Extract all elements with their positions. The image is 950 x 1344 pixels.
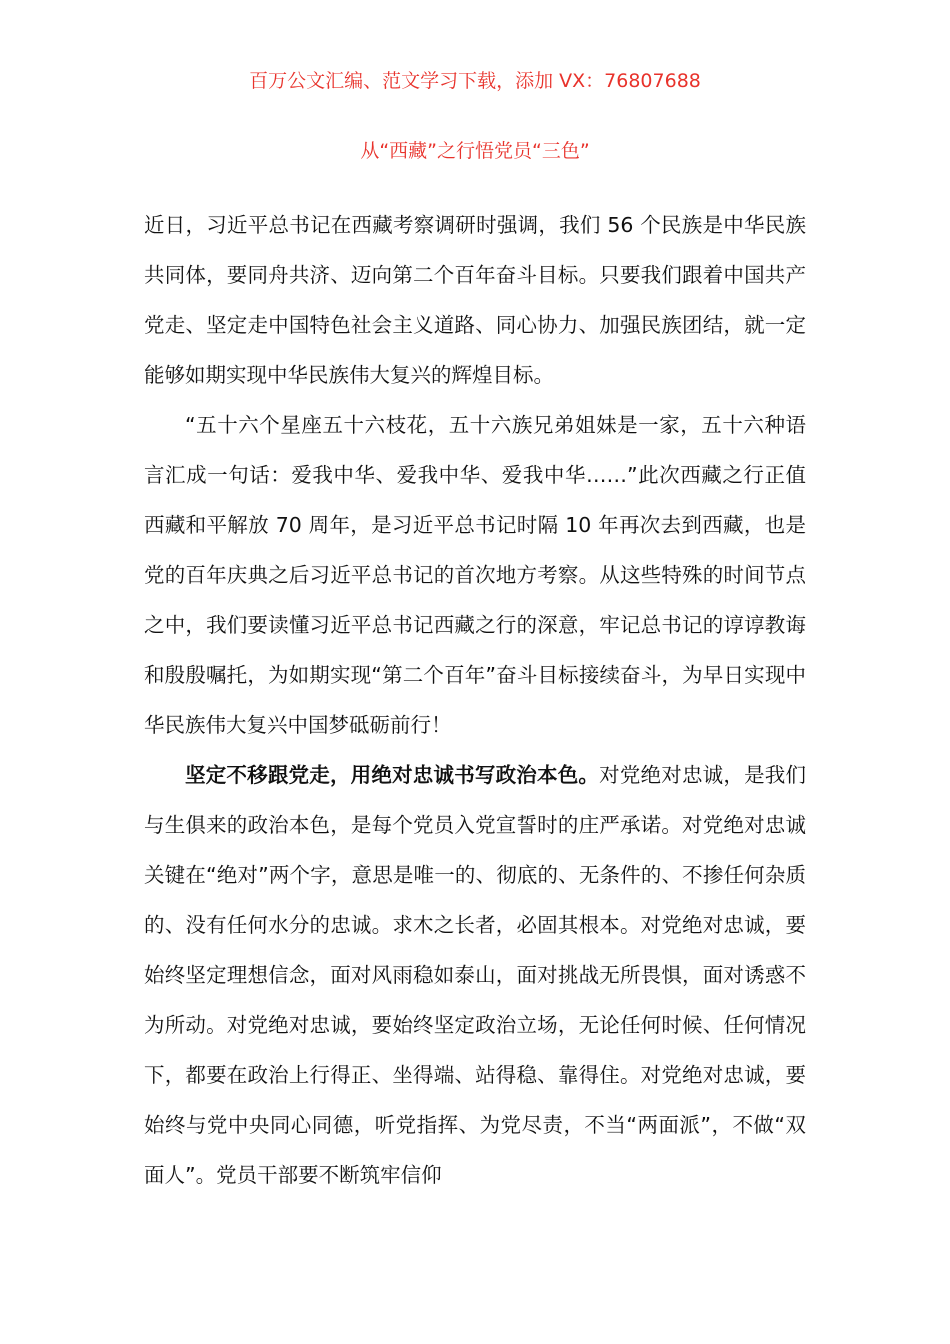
watermark-banner: 百万公文汇编、范文学习下载，添加 VX：76807688	[249, 70, 701, 92]
paragraph-3-heading: 坚定不移跟党走，用绝对忠诚书写政治本色。	[185, 763, 600, 787]
document-title: 从“西藏”之行悟党员“三色”	[360, 140, 590, 162]
paragraph-1	[144, 200, 806, 400]
paragraph-2	[144, 400, 806, 750]
paragraph-1-text: 近日，习近平总书记在西藏考察调研时强调，我们 56 个民族是中华民族共同体，要同舟共济、迈向第二个百年奋斗目标。只要我们跟着中国共产党走、坚定走中国特色社会主义道路、同心协力、加强民族团结，就一定能够如期实现中华民族伟大复兴的辉煌目标。	[144, 213, 806, 387]
document-body	[144, 200, 806, 1200]
paragraph-3-text: 对党绝对忠诚，是我们与生俱来的政治本色，是每个党员入党宣誓时的庄严承诺。对党绝对忠诚关键在“绝对”两个字，意思是唯一的、彻底的、无条件的、不掺任何杂质的、没有任何水分的忠诚。求木之长者，必固其根本。对党绝对忠诚，要始终坚定理想信念，面对风雨稳如泰山，面对挑战无所畏惧，面对诱惑不为所动。对党绝对忠诚，要始终坚定政治立场，无论任何时候、任何情况下，都要在政治上行得正、坐得端、站得稳、靠得住。对党绝对忠诚，要始终与党中央同心同德，听党指挥、为党尽责，不当“两面派”，不做“双面人”。党员干部要不断筑牢信仰	[144, 763, 807, 1187]
paragraph-2-text: “五十六个星座五十六枝花，五十六族兄弟姐妹是一家，五十六种语言汇成一句话：爱我中华、爱我中华、爱我中华……”此次西藏之行正值西藏和平解放 70 周年，是习近平总书记时隔 10 年再次去到西藏，也是党的百年庆典之后习近平总书记的首次地方考察。从这些特殊的时间节点之中，我们要读懂习近平总书记西藏之行的深意，牢记总书记的谆谆教诲和殷殷嘱托，为如期实现“第二个百年”奋斗目标接续奋斗，为早日实现中华民族伟大复兴中国梦砥砺前行！	[144, 413, 806, 737]
paragraph-3	[144, 750, 806, 1200]
